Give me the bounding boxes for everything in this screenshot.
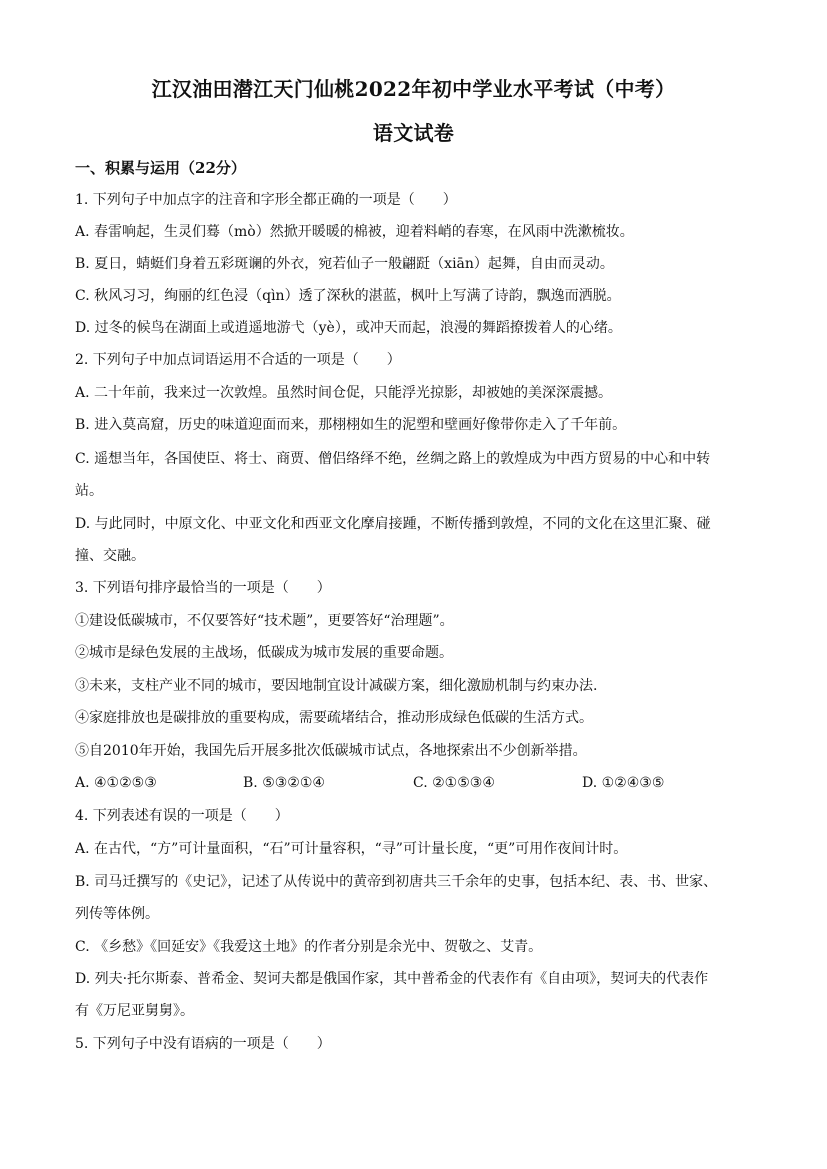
q2-option-d-cont: 撞、交融。 [75, 548, 145, 564]
q3-option-b: B. ⑤③②①④ [243, 775, 325, 791]
q5-stem: 5. 下列句子中没有语病的一项是（ ） [75, 1036, 331, 1052]
q4-option-d: D. 列夫·托尔斯泰、普希金、契诃夫都是俄国作家，其中普希金的代表作有《自由项》，契诃夫的代表作 [75, 971, 709, 987]
q4-option-b-cont: 列传等体例。 [75, 906, 159, 922]
q3-sentence-2: ②城市是绿色发展的主战场，低碳成为城市发展的重要命题。 [75, 645, 453, 661]
q4-option-a: A. 在古代，“方”可计量面积，“石”可计量容积，“寻”可计量长度，“更”可用作夜间计时。 [75, 841, 628, 857]
q2-option-a: A. 二十年前，我来过一次敦煌。虽然时间仓促，只能浮光掠影，却被她的美深深震撼。 [75, 385, 613, 401]
q4-stem: 4. 下列表述有误的一项是（ ） [75, 808, 289, 824]
q1-stem: 1. 下列句子中加点字的注音和字形全都正确的一项是（ ） [75, 192, 457, 208]
q1-option-d: D. 过冬的候鸟在湖面上或逍遥地游弋（yè），或冲天而起，浪漫的舞蹈撩拨着人的心绪。 [75, 320, 622, 336]
q1-option-c: C. 秋风习习，绚丽的红色浸（qìn）透了深秋的湛蓝，枫叶上写满了诗韵，飘逸而洒脱。 [75, 288, 621, 304]
q2-option-c: C. 遥想当年，各国使臣、将士、商贾、僧侣络绎不绝，丝绸之路上的敦煌成为中西方贸易的中心和中转 [75, 451, 711, 467]
exam-subtitle: 语文试卷 [372, 121, 455, 145]
q2-stem: 2. 下列句子中加点词语运用不合适的一项是（ ） [75, 352, 401, 368]
q3-stem: 3. 下列语句排序最恰当的一项是（ ） [75, 580, 331, 596]
q3-option-a: A. ④①②⑤③ [75, 775, 157, 791]
q3-sentence-5: ⑤自2010年开始，我国先后开展多批次低碳城市试点，各地探索出不少创新举措。 [75, 743, 587, 759]
section-heading: 一、积累与运用（22分） [75, 159, 246, 177]
q1-option-a: A. 春雷响起，生灵们蓦（mò）然掀开暖暖的棉被，迎着料峭的春寒，在风雨中洗漱梳妆。 [75, 224, 634, 240]
q3-sentence-1: ①建设低碳城市，不仅要答好“技术题”，更要答好“治理题”。 [75, 613, 454, 629]
q3-sentence-4: ④家庭排放也是碳排放的重要构成，需要疏堵结合，推动形成绿色低碳的生活方式。 [75, 710, 593, 726]
q1-option-b: B. 夏日，蜻蜓们身着五彩斑谰的外衣，宛若仙子一般翩跹（xiān）起舞，自由而灵动。 [75, 256, 614, 272]
q3-sentence-3: ③未来，支柱产业不同的城市，要因地制宜设计减碳方案，细化激励机制与约束办法. [75, 678, 598, 694]
q2-option-c-cont: 站。 [75, 483, 103, 499]
q2-option-d: D. 与此同时，中原文化、中亚文化和西亚文化摩肩接踵，不断传播到敦煌，不同的文化在这里汇聚、碰 [75, 516, 711, 532]
q4-option-d-cont: 有《万尼亚舅舅》。 [75, 1003, 194, 1019]
q3-option-d: D. ①②④③⑤ [582, 775, 665, 791]
q4-option-b: B. 司马迁撰写的《史记》，记述了从传说中的黄帝到初唐共三千余年的史事，包括本纪、表、书、世家、 [75, 874, 718, 890]
q2-option-b: B. 进入莫高窟，历史的味道迎面而来，那栩栩如生的泥塑和壁画好像带你走入了千年前。 [75, 417, 627, 433]
q4-option-c: C. 《乡愁》《回延安》《我爱这土地》的作者分别是余光中、贺敬之、艾青。 [75, 939, 543, 955]
exam-title: 江汉油田潜江天门仙桃2022年初中学业水平考试（中考） [151, 77, 676, 101]
q3-options [75, 773, 755, 793]
q3-option-c: C. ②①⑤③④ [413, 775, 495, 791]
